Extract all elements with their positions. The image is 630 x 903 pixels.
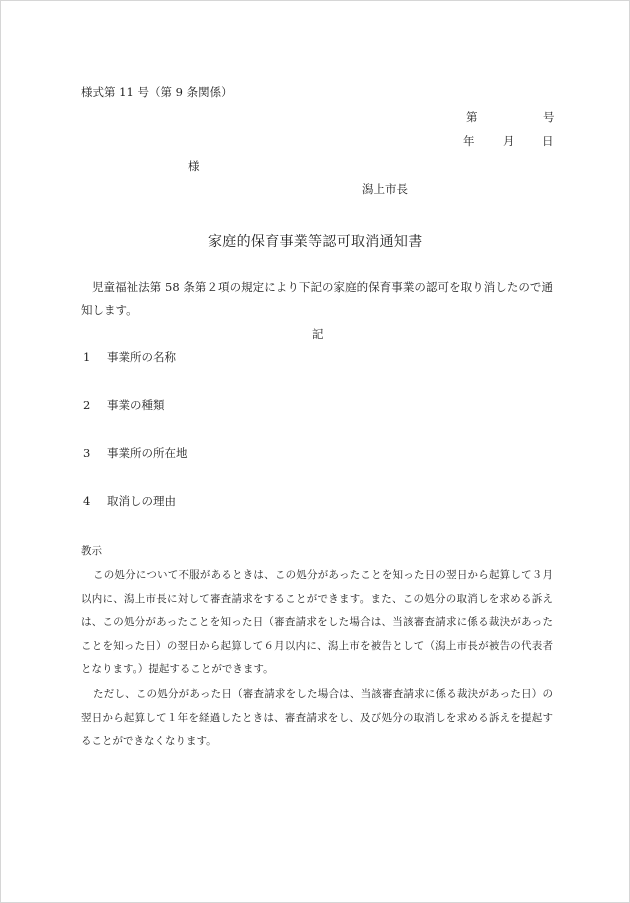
item-number: 2 [83,398,91,412]
instruction-paragraph: ただし、この処分があった日（審査請求をした場合は、当該審査請求に係る裁決があった日）の翌日から起算して１年を経過したときは、審査請求をし、及び処分の取消しを求める訴えを提起することができなくなります。 [81,688,553,747]
document-number-prefix: 第 [466,110,478,124]
item-number: 4 [83,494,91,508]
item-label: 事業所の名称 [107,350,176,364]
list-item [83,493,176,509]
item-label: 取消しの理由 [107,494,176,508]
item-label: 事業所の所在地 [107,446,188,460]
document-number-suffix: 号 [543,110,555,124]
document-title: 家庭的保育事業等認可取消通知書 [208,234,423,250]
list-item [83,397,165,413]
instruction-label: 教示 [81,545,102,557]
instruction-paragraph: この処分について不服があるときは、この処分があったことを知った日の翌日から起算して３月以内に、潟上市長に対して審査請求をすることができます。また、この処分の取消しを求める訴えは、この処分があったことを知った日（審査請求をした場合は、当該審査請求に係る裁決があったことを知った日）の翌日から起算して６月以内に、潟上市を被告として（潟上市長が被告の代表者となります。）提起することができます。 [81,569,553,675]
item-number: 1 [83,350,91,364]
addressee: 様 [188,159,200,173]
list-item [83,349,176,365]
body-text: 児童福祉法第 58 条第２項の規定により下記の家庭的保育事業の認可を取り消したので通知します。 [81,280,553,317]
date-day: 日 [542,134,554,148]
ki-label: 記 [312,327,324,341]
form-number: 様式第 11 号（第 9 条関係） [81,85,233,99]
sender: 潟上市長 [362,182,408,196]
item-number: 3 [83,446,91,460]
date-month: 月 [503,134,515,148]
item-label: 事業の種類 [107,398,165,412]
date-year: 年 [463,134,475,148]
list-item [83,445,188,461]
